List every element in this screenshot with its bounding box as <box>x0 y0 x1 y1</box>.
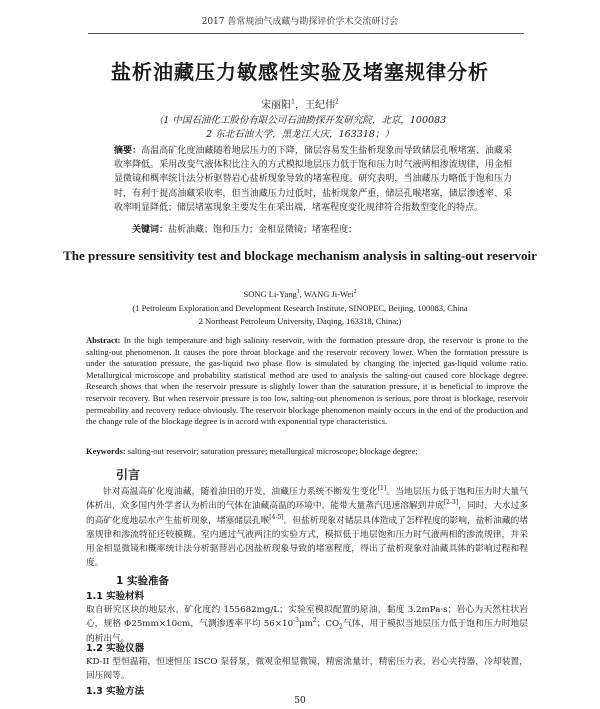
author-2-cn-affil: 2 <box>335 98 339 106</box>
intro-citation-2: [2-3] <box>443 499 459 507</box>
chinese-affiliation-2: 2 东北石油大学，黑龙江大庆，163318；） <box>206 129 394 140</box>
chinese-authors <box>0 96 600 111</box>
chinese-affiliation-1: （1 中国石油化工股份有限公司石油勘探开发研究院，北京，100083 <box>153 115 447 126</box>
intro-text-a: 针对高温高矿化度油藏，随着油田的开发，油藏压力系统不断发生变化 <box>103 487 378 497</box>
page-number: 50 <box>294 696 306 706</box>
author-sep-en: , <box>299 289 304 299</box>
english-keywords <box>86 446 528 456</box>
chinese-abstract <box>114 144 512 215</box>
chinese-abstract-text: 高温高矿化度油藏随着地层压力的下降，储层容易发生盐析现象而导致储层孔喉堵塞、油藏采收率降低。采用改变气液体积比注入的方式模拟地层压力低于饱和压力时气液两相渗流规律，用金相显微镜和概率统计法分析驱替岩心盐析现象导致的堵塞程度。研究表明，当油藏压力略低于饱和压力时，有利于提高油藏采收率，但当油藏压力过低时，盐析现象严重，储层孔喉堵塞，储层渗透率、采收率明显降低；储层堵塞现象主要发生在采出端，堵塞程度变化规律符合指数型变化的特点。 <box>114 146 512 213</box>
english-keywords-label: Keywords: <box>86 446 126 456</box>
chinese-title: 盐析油藏压力敏感性实验及堵塞规律分析 <box>111 60 489 84</box>
english-abstract-text: In the high temperature and high salinity reservoir, with the formation pressure drop, the reservoir is prone to the salting-out phenomenon. It causes the pore throat blockage and the reservoir recovery lower. When the formation pressure is under the saturation pressure, the gas-liquid two phase flow is simulated by changing the injected gas-liquid volume ratio. Metallurgical microscope and probability statistical method are used to analysis the salting-out caused core blockage degree. Research shows that when the reservoir pressure is slightly lower than the saturation pressure, it is beneficial to improve the reservoir recovery. But when reservoir pressure is too low, salting-out phenomenon is serious, pore throat is blockage, reservoir permeability and recovery reduce obviously. The reservoir blockage phenomenon mainly occurs in the end of the production and the change rule of the blockage degree is in accord with exponential type characteristics. <box>86 335 528 427</box>
english-title: The pressure sensitivity test and blockage mechanism analysis in salting-out reservoir <box>63 248 537 263</box>
chinese-keywords <box>132 222 512 235</box>
author-2-en-affil: 2 <box>353 289 357 296</box>
intro-text-c: ，同时，大水过多的高矿化度地层水产生盐析现象，堵塞储层孔喉 <box>86 501 529 526</box>
s11-text-a: 取自研究区块的地层水，矿化度约 155682mg/L；实验室模拟配置的原油，黏度 3.2mPa·s；岩心为天然柱状岩心，规格 Φ25mm×10cm，气测渗透率平均 56×10 <box>86 605 528 630</box>
author-2-cn: 王纪伟 <box>305 100 335 111</box>
chinese-abstract-label: 摘要： <box>114 146 142 156</box>
introduction-heading: 引言 <box>116 468 141 482</box>
intro-text-d: 。但盐析现象对储层具体造成了怎样程度的影响，盐析油藏的堵塞规律和渗流特征还较模糊。室内通过气液两注的实验方式，模拟低于地层饱和压力时气液两相的渗流规律，并采用金相显微镜和概率统计法分析驱替岩心因盐析现象导致的堵塞程度，得出了盐析现象对油藏具体的影响过程和程度。 <box>86 515 529 569</box>
s11-sup-1: -3 <box>293 617 299 625</box>
s11-sup-2: 2 <box>312 617 317 625</box>
english-keywords-text: salting-out reservoir; saturation pressure; metallurgical microscope; blockage degree; <box>125 446 418 456</box>
author-2-en: WANG Ji-Wei <box>303 289 354 299</box>
english-abstract <box>86 335 528 428</box>
chinese-keywords-text: 盐析油藏；饱和压力；金相显微镜；堵塞程度； <box>168 225 358 235</box>
s11-text-c: ；CO <box>316 619 340 630</box>
author-1-cn: 宋丽阳 <box>261 100 292 111</box>
introduction-paragraph <box>86 485 528 571</box>
author-1-cn-affil: 1 <box>291 98 295 106</box>
english-abstract-label: Abstract: <box>86 335 121 345</box>
header-rule <box>88 33 524 34</box>
s11-sub: 2 <box>339 624 343 632</box>
section-1-2-heading: 1.2 实验仪器 <box>86 643 145 654</box>
english-authors <box>0 289 600 299</box>
english-affiliation-2: 2 Northeast Petroleum University, Daqing, 163318, China;) <box>198 316 402 326</box>
section-1-2-text: KD-II 型恒温箱，恒速恒压 ISCO 泵替泵，微观金相显微镜，精密流量计，精密压力表，岩心夹持器，冷却装置，回压阀等。 <box>86 657 528 682</box>
section-1-heading: 1 实验准备 <box>116 575 169 587</box>
intro-text-b: 。当地层压力低于饱和压力时大量气体析出，众多国内外学者认为析出的气体在油藏高温的环境中，能带大量蒸汽迅速溶解到井底 <box>86 487 529 512</box>
english-affiliation-1: (1 Petroleum Exploration and Development Research Institute, SINOPEC, Beijing, 100083, China <box>132 303 468 313</box>
author-1-en: SONG Li-Yang <box>243 289 297 299</box>
chinese-keywords-label: 关键词： <box>132 225 169 235</box>
author-1-en-affil: 1 <box>296 289 300 296</box>
section-1-1-heading: 1.1 实验材料 <box>86 591 145 602</box>
intro-citation-3: [4-5] <box>269 513 284 521</box>
s11-text-b: μm <box>298 619 313 630</box>
running-header: 2017 普常规油气成藏与勘探评价学术交流研讨会 <box>201 17 399 27</box>
author-sep-cn: ， <box>295 100 305 111</box>
s11-text-d: 气体，用于模拟当地层压力低于饱和压力时地层的析出气。 <box>86 619 528 644</box>
section-1-1-text <box>86 603 528 646</box>
intro-citation-1: [1] <box>377 485 387 493</box>
section-1-3-heading: 1.3 实验方法 <box>86 686 145 697</box>
